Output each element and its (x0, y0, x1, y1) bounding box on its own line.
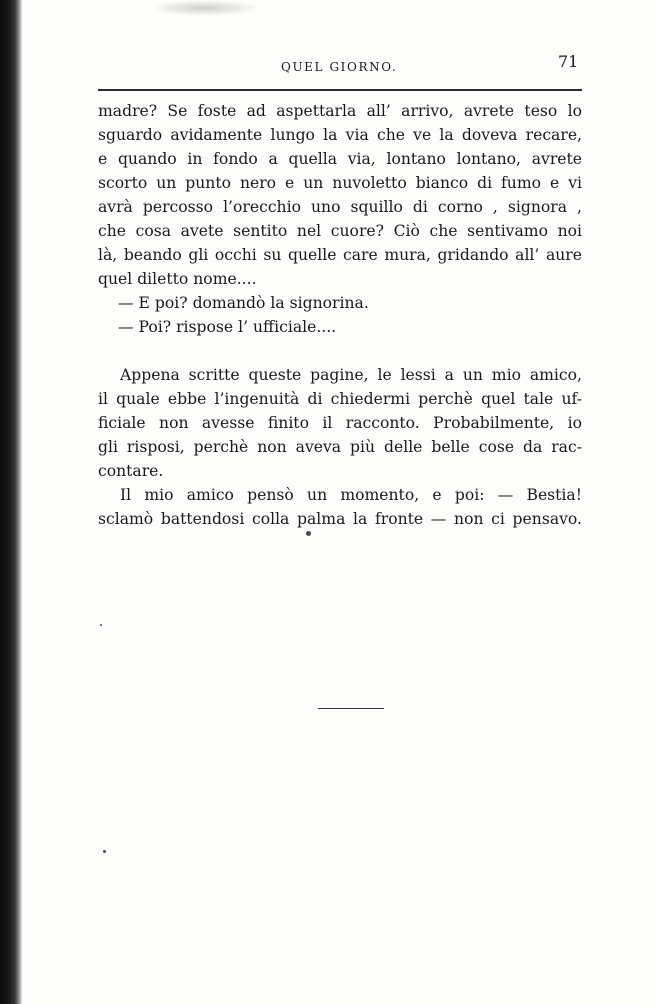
ink-speck (306, 531, 311, 536)
text-line: là, beando gli occhi su quelle care mura, gridando all’ aure (98, 246, 582, 264)
text-line: scorto un punto nero e un nuvoletto bianco di fumo e vi (98, 174, 582, 192)
text-line: sguardo avidamente lungo la via che ve la doveva recare, (98, 126, 582, 144)
text-line: Il mio amico pensò un momento, e poi: — Bestia! (120, 486, 582, 504)
text-line: avrà percosso l’orecchio uno squillo di corno , signora , (98, 198, 582, 216)
ink-speck (100, 624, 102, 626)
text-line: sclamò battendosi colla palma la fronte — non ci pensavo. (98, 510, 582, 528)
ink-speck (103, 850, 106, 853)
header-rule (98, 89, 582, 91)
text-line: madre? Se foste ad aspettarla all’ arrivo, avrete teso lo (98, 102, 582, 120)
text-line: il quale ebbe l’ingenuità di chiedermi perchè quel tale uf- (98, 390, 582, 408)
dialogue-line: — Poi? rispose l’ ufficiale.... (118, 318, 337, 336)
dialogue-line: — E poi? domandò la signorina. (118, 294, 369, 312)
running-title: QUEL GIORNO. (281, 60, 398, 74)
closing-rule (318, 708, 384, 709)
top-smudge (150, 0, 260, 16)
text-line: quel diletto nome.... (98, 270, 257, 288)
text-line: e quando in fondo a quella via, lontano lontano, avrete (98, 150, 582, 168)
text-line: che cosa avete sentito nel cuore? Ciò che sentivamo noi (98, 222, 582, 240)
text-line: Appena scritte queste pagine, le lessi a un mio amico, (120, 366, 582, 384)
page-number: 71 (558, 52, 579, 71)
book-spine-shadow (0, 0, 22, 1004)
text-line: ficiale non avesse finito il racconto. Probabilmente, io (98, 414, 582, 432)
text-line: contare. (98, 462, 164, 480)
text-line: gli risposi, perchè non aveva più delle belle cose da rac- (98, 438, 582, 456)
